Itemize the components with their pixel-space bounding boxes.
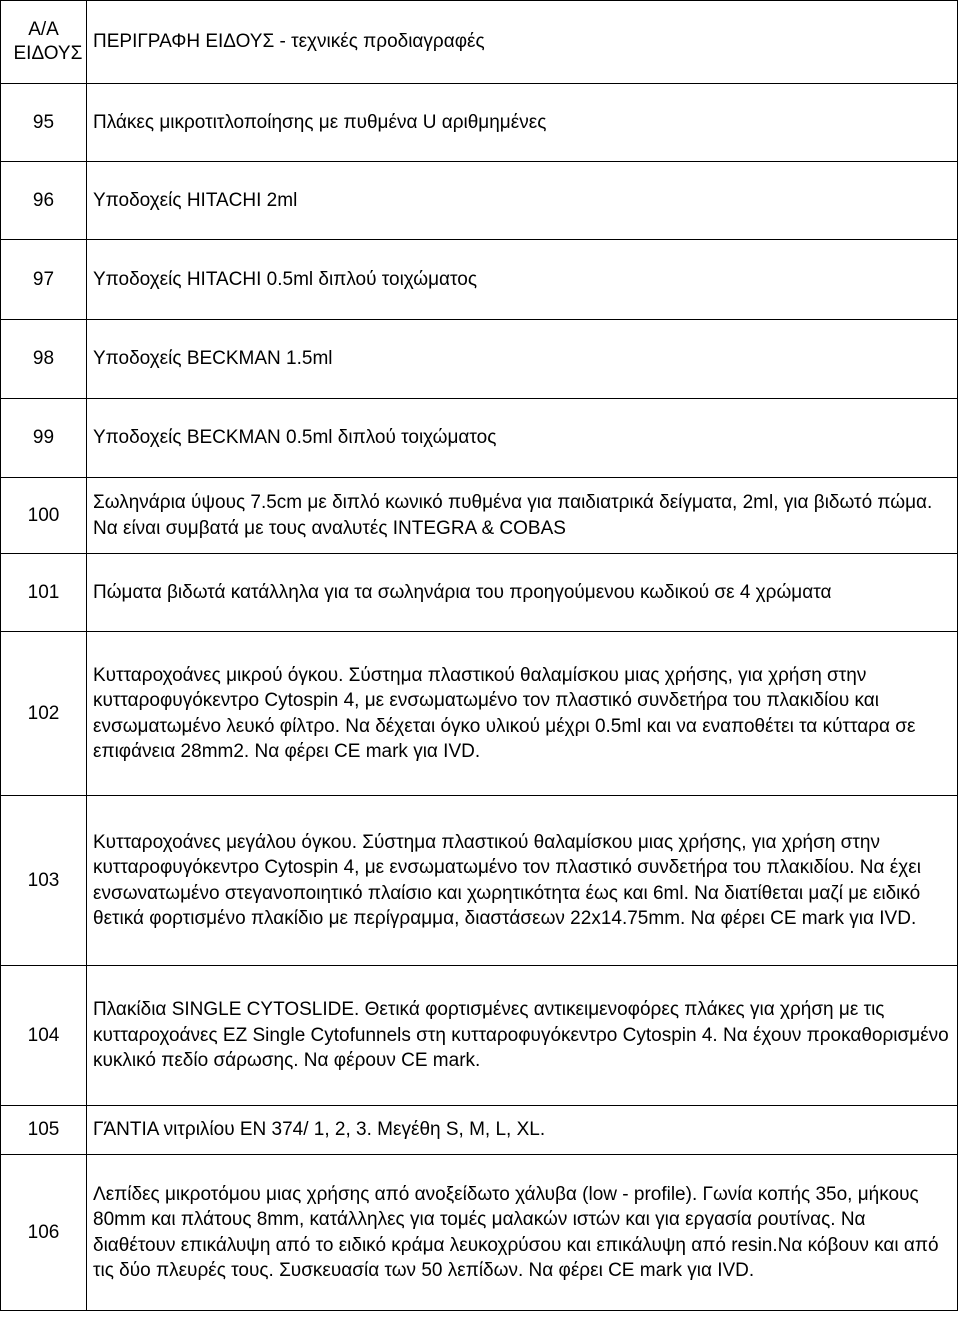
item-number: 101 (1, 554, 87, 632)
table-row (1, 84, 958, 162)
table-row (1, 554, 958, 632)
table-row (1, 399, 958, 478)
item-description: Σωληνάρια ύψους 7.5cm με διπλό κωνικό πυθμένα για παιδιατρικά δείγματα, 2ml, για βιδωτό πώμα. Να είναι συμβατά με τους αναλυτές INTEGRA & COBAS (87, 478, 958, 554)
item-number: 106 (1, 1155, 87, 1311)
item-number: 103 (1, 796, 87, 966)
item-description: Υποδοχείς HITACHI 0.5ml διπλού τοιχώματος (87, 240, 958, 320)
description-header-label: ΠΕΡΙΓΡΑΦΗ ΕΙΔΟΥΣ - τεχνικές προδιαγραφές (93, 31, 485, 53)
item-number: 102 (1, 632, 87, 796)
table-row (1, 1155, 958, 1311)
item-number: 99 (1, 399, 87, 478)
item-number: 100 (1, 478, 87, 554)
table-row (1, 320, 958, 399)
table-row (1, 632, 958, 796)
item-description: Πλάκες μικροτιτλοποίησης με πυθμένα U αριθμημένες (87, 84, 958, 162)
item-description: Υποδοχείς BECKMAN 0.5ml διπλού τοιχώματος (87, 399, 958, 478)
item-number-header-label: Α/Α ΕΙΔΟΥΣ (13, 19, 83, 64)
item-number: 96 (1, 162, 87, 240)
item-description: Υποδοχείς BECKMAN 1.5ml (87, 320, 958, 399)
item-description: Κυτταροχοάνες μικρού όγκου. Σύστημα πλαστικού θαλαμίσκου μιας χρήσης, για χρήση στην κυτταροφυγόκεντρο Cytospin 4, με ενσωματωμένο τον πλαστικό συνδετήρα του πλακιδίου και ενσωματωμένο λευκό φίλτρο. Να δέχεται όγκο υλικού μέχρι 0.5ml και να εναποθέτει τα κύτταρα σε επιφάνεια 28mm2. Να φέρει CE mark για IVD. (87, 632, 958, 796)
table-row (1, 240, 958, 320)
header-row (1, 1, 958, 84)
description-header (87, 1, 958, 84)
item-description: Πλακίδια SINGLE CYTOSLIDE. Θετικά φορτισμένες αντικειμενοφόρες πλάκες για χρήση με τις κυτταροχοάνες EZ Single Cytofunnels στη κυτταροφυγόκεντρο Cytospin 4. Να έχουν προκαθορισμένο κυκλικό πεδίο σάρωσης. Να φέρουν CE mark. (87, 966, 958, 1106)
item-description: Πώματα βιδωτά κατάλληλα για τα σωληνάρια του προηγούμενου κωδικού σε 4 χρώματα (87, 554, 958, 632)
item-description: Λεπίδες μικροτόμου μιας χρήσης από ανοξείδωτο χάλυβα (low - profile). Γωνία κοπής 35ο, μήκους 80mm και πλάτους 8mm, κατάλληλες για τομές μαλακών ιστών και για εργασία ρουτίνας. Να διαθέτουν επικάλυψη από το ειδικό κράμα λευκοχρύσου και επικάλυψη από resin.Να κόβουν και από τις δύο πλευρές τους. Συσκευασία των 50 λεπίδων. Να φέρει CE mark για IVD. (87, 1155, 958, 1311)
item-number: 97 (1, 240, 87, 320)
table-row (1, 966, 958, 1106)
item-number: 104 (1, 966, 87, 1106)
item-description: Κυτταροχοάνες μεγάλου όγκου. Σύστημα πλαστικού θαλαμίσκου μιας χρήσης, για χρήση στην κυτταροφυγόκεντρο Cytospin 4, με ενσωματωμένο τον πλαστικό συνδετήρα του πλακιδίου. Να έχει ενσωνατωμένο στεγανοποιητικό πλαίσιο και χωρητικότητα έως και 6ml. Να διατίθεται μαζί με ειδικό θετικά φορτισμένο πλακίδιο με περίγραμμα, διαστάσεων 22x14.75mm. Να φέρει CE mark για IVD. (87, 796, 958, 966)
item-number: 95 (1, 84, 87, 162)
item-number-header (1, 1, 87, 84)
table-row (1, 162, 958, 240)
item-number: 98 (1, 320, 87, 399)
table-row (1, 796, 958, 966)
item-description: ΓΆΝΤΙΑ νιτριλίου EN 374/ 1, 2, 3. Μεγέθη S, M, L, XL. (87, 1106, 958, 1155)
item-description: Υποδοχείς HITACHI 2ml (87, 162, 958, 240)
table-row (1, 1106, 958, 1155)
item-number: 105 (1, 1106, 87, 1155)
table-row (1, 478, 958, 554)
